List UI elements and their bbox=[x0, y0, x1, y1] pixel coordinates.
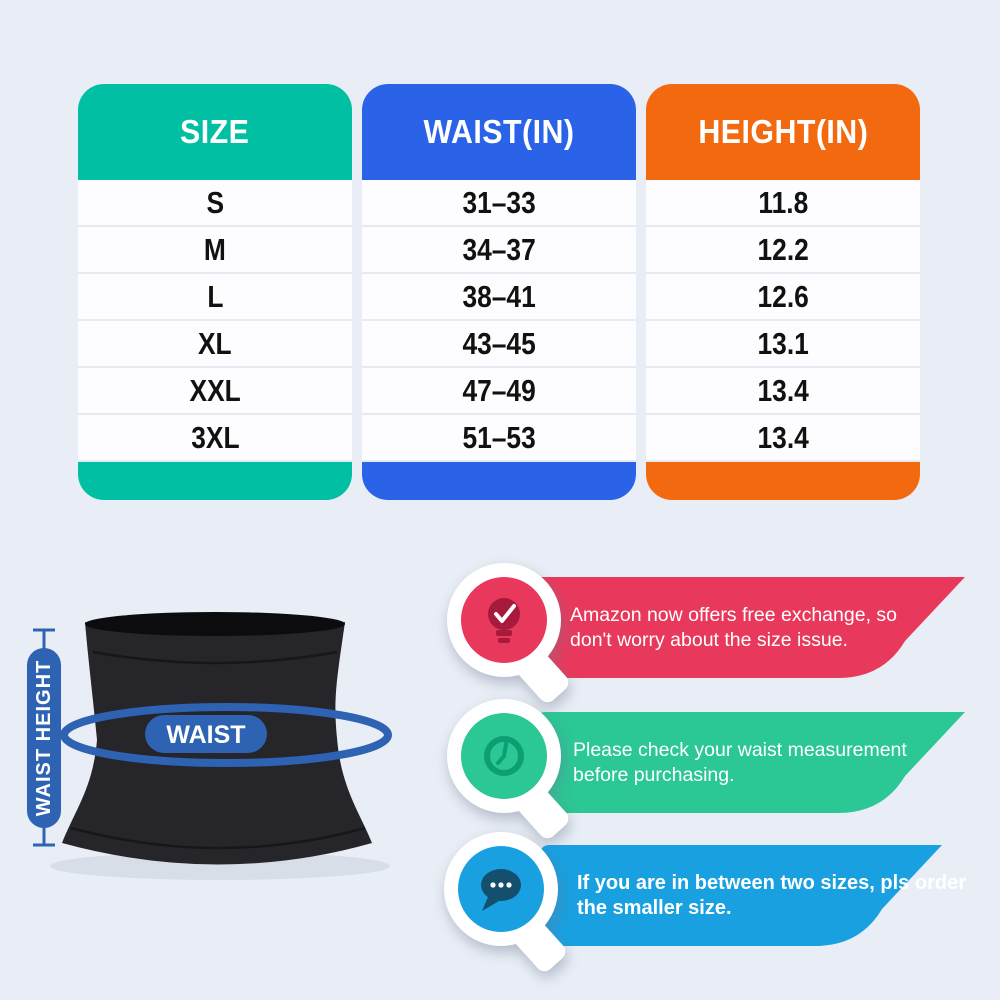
note-text bbox=[577, 845, 966, 946]
table-row bbox=[362, 180, 636, 227]
note-line: Amazon now offers free exchange, so bbox=[570, 603, 897, 626]
size-column-header bbox=[78, 84, 352, 180]
waist-column bbox=[362, 84, 636, 500]
height-column bbox=[646, 84, 920, 500]
size-value: XXL bbox=[189, 372, 241, 408]
table-row bbox=[78, 321, 352, 368]
table-row bbox=[646, 415, 920, 462]
size-value: M bbox=[204, 231, 226, 267]
note-line: before purchasing. bbox=[573, 763, 735, 786]
height-column-header bbox=[646, 84, 920, 180]
note-check-measurement bbox=[536, 712, 965, 813]
clock-icon bbox=[443, 694, 573, 844]
note-line: Please check your waist measurement bbox=[573, 738, 907, 761]
note-line: the smaller size. bbox=[577, 896, 732, 919]
table-row bbox=[646, 274, 920, 321]
waist-value: 47–49 bbox=[462, 372, 536, 408]
height-value: 13.1 bbox=[757, 325, 809, 361]
table-row bbox=[646, 180, 920, 227]
table-row bbox=[362, 321, 636, 368]
note-line: If you are in between two sizes, pls order bbox=[577, 871, 966, 894]
waist-value: 51–53 bbox=[462, 419, 536, 455]
size-column-footer bbox=[78, 462, 352, 500]
waist-value: 31–33 bbox=[462, 184, 536, 220]
size-value: XL bbox=[198, 325, 232, 361]
height-value: 12.2 bbox=[757, 231, 809, 267]
table-row bbox=[646, 227, 920, 274]
table-row bbox=[362, 415, 636, 462]
waist-trainer-diagram bbox=[15, 598, 445, 890]
table-row bbox=[78, 274, 352, 321]
height-header-label: HEIGHT(IN) bbox=[698, 113, 868, 150]
table-row bbox=[646, 321, 920, 368]
note-free-exchange bbox=[533, 577, 965, 678]
table-row bbox=[362, 227, 636, 274]
size-header-label: SIZE bbox=[180, 113, 250, 150]
table-row bbox=[78, 368, 352, 415]
garment-opening bbox=[85, 612, 345, 636]
note-text bbox=[570, 577, 897, 678]
table-row bbox=[362, 274, 636, 321]
size-table bbox=[78, 84, 920, 500]
waist-value: 34–37 bbox=[462, 231, 536, 267]
chat-dots-icon bbox=[440, 827, 570, 977]
height-value: 12.6 bbox=[757, 278, 809, 314]
table-row bbox=[362, 368, 636, 415]
waist-tag-label: WAIST bbox=[166, 721, 246, 749]
size-value: S bbox=[206, 184, 224, 220]
height-value: 13.4 bbox=[757, 419, 809, 455]
waist-column-header bbox=[362, 84, 636, 180]
note-line: don't worry about the size issue. bbox=[570, 628, 848, 651]
height-value: 13.4 bbox=[757, 372, 809, 408]
waist-height-label: WAIST HEIGHT bbox=[33, 659, 55, 817]
height-column-footer bbox=[646, 462, 920, 500]
table-row bbox=[78, 180, 352, 227]
lightbulb-check-icon bbox=[443, 558, 573, 708]
size-value: 3XL bbox=[190, 419, 240, 455]
note-between-sizes bbox=[540, 845, 966, 946]
size-value: L bbox=[206, 278, 224, 314]
note-text bbox=[573, 712, 907, 813]
table-row bbox=[78, 227, 352, 274]
waist-header-label: WAIST(IN) bbox=[423, 113, 575, 150]
height-value: 11.8 bbox=[758, 184, 808, 220]
waist-value: 38–41 bbox=[462, 278, 536, 314]
table-row bbox=[646, 368, 920, 415]
size-column bbox=[78, 84, 352, 500]
waist-column-footer bbox=[362, 462, 636, 500]
table-row bbox=[78, 415, 352, 462]
waist-value: 43–45 bbox=[462, 325, 536, 361]
